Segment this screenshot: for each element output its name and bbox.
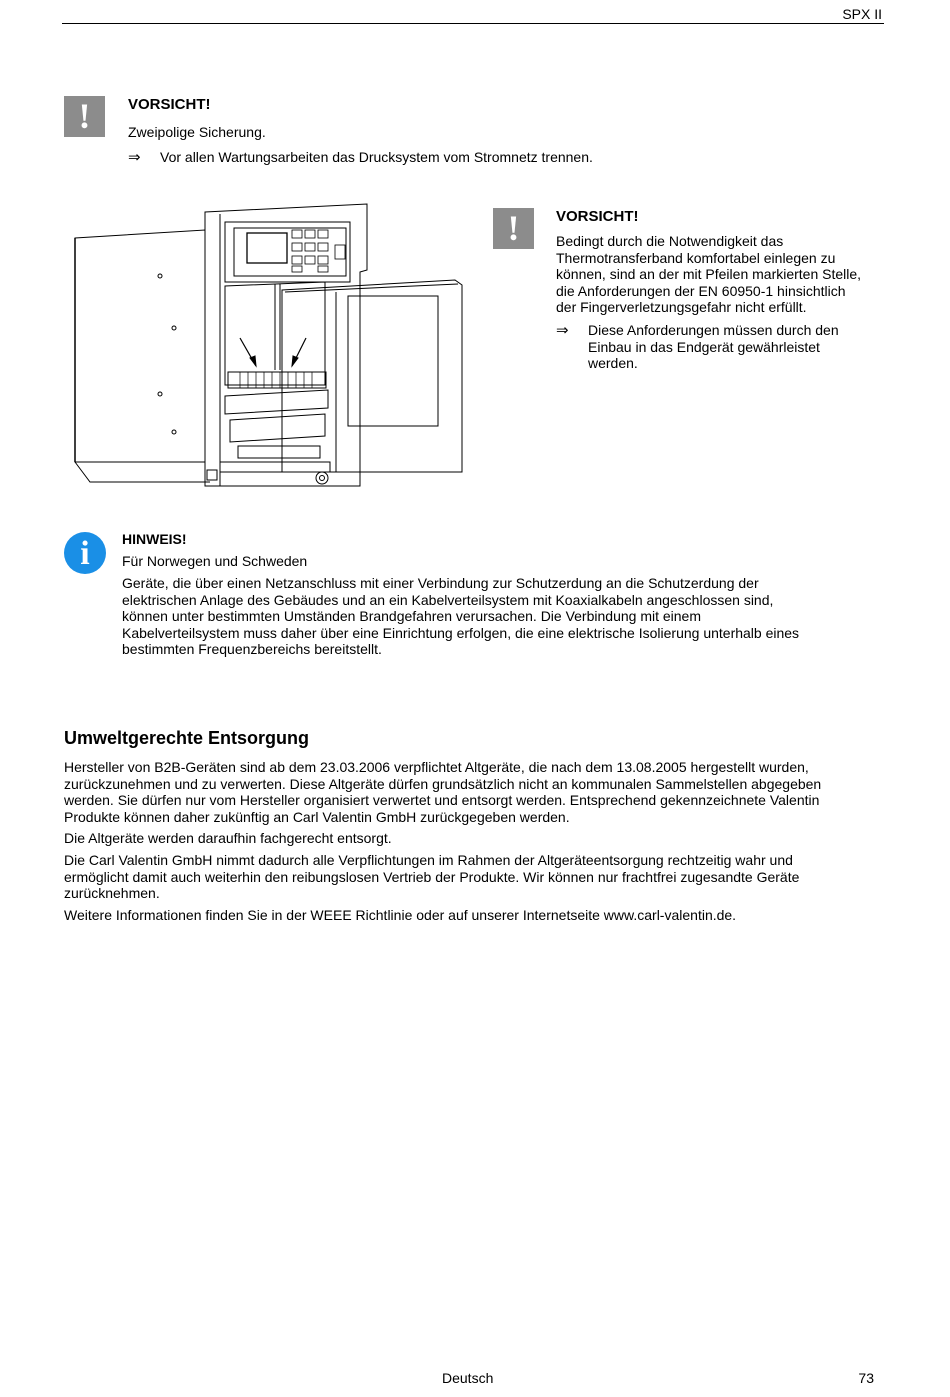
caution-action-line: Diese Anforderungen müssen durch den xyxy=(588,322,839,338)
caution-action: Vor allen Wartungsarbeiten das Drucksystem vom Stromnetz trennen. xyxy=(160,149,593,165)
header-title: SPX II xyxy=(842,6,882,22)
caution-title: VORSICHT! xyxy=(556,208,639,225)
note-text xyxy=(122,575,799,658)
header-rule xyxy=(62,23,884,24)
warning-icon: ! xyxy=(64,96,105,137)
caution-line: Thermotransferband komfortabel einlegen zu xyxy=(556,249,836,266)
paragraph-line: ermöglicht damit auch weiterhin den reibungslosen Vertrieb der Produkte. Wir können nur frachtfrei zugesandte Geräte xyxy=(64,868,800,885)
paragraph-line: zurücknehmen. xyxy=(64,885,160,902)
caution-title: VORSICHT! xyxy=(128,96,211,113)
page-number: 73 xyxy=(858,1370,874,1386)
caution-line: der Fingerverletzungsgefahr nicht erfüllt. xyxy=(556,299,807,316)
warning-icon: ! xyxy=(493,208,534,249)
paragraph-line: zurückzunehmen und zu verwerten. Diese Altgeräte dürfen grundsätzlich nicht an kommunalen Sammelstellen abgegeben xyxy=(64,775,822,792)
caution-action xyxy=(588,322,839,372)
section-title: Umweltgerechte Entsorgung xyxy=(64,728,310,748)
disposal-paragraph-4: Weitere Informationen finden Sie in der WEEE Richtlinie oder auf unserer Internetseite www.carl-valentin.de. xyxy=(64,907,737,923)
footer-language: Deutsch xyxy=(442,1370,494,1386)
note-line: elektrischen Anlage des Gebäudes und an ein Kabelverteilsystem mit Koaxialkabeln angeschlossen sind, xyxy=(122,591,774,608)
note-line: bestimmten Frequenzbereichs bereitstellt. xyxy=(122,641,382,658)
paragraph-line: Produkte können daher zukünftig an Carl Valentin GmbH zurückgegeben werden. xyxy=(64,808,570,825)
disposal-paragraph-1 xyxy=(64,759,821,825)
info-icon: i xyxy=(64,532,106,574)
caution-text: Zweipolige Sicherung. xyxy=(128,124,266,140)
disposal-paragraph-2: Die Altgeräte werden daraufhin fachgerecht entsorgt. xyxy=(64,830,392,846)
caution-line: Bedingt durch die Notwendigkeit das xyxy=(556,233,784,249)
note-line: Kabelverteilsystem muss daher über eine Einrichtung erfolgen, die eine elektrische Isolierung unterhalb eines xyxy=(122,624,800,641)
caution-line: können, sind an der mit Pfeilen markierten Stelle, xyxy=(556,266,862,283)
note-line: Geräte, die über einen Netzanschluss mit einer Verbindung zur Schutzerdung an die Schutzerdung der xyxy=(122,575,759,591)
arrow-icon: ⇒ xyxy=(556,322,569,339)
paragraph-line: Hersteller von B2B-Geräten sind ab dem 23.03.2006 verpflichtet Altgeräte, die nach dem 13.08.2005 hergestellt wurden, xyxy=(64,759,809,775)
disposal-paragraph-3 xyxy=(64,852,799,902)
paragraph-line: Die Carl Valentin GmbH nimmt dadurch alle Verpflichtungen im Rahmen der Altgeräteentsorgung rechtzeitig wahr und xyxy=(64,852,793,868)
note-line: können unter bestimmten Umständen Brandgefahren verursachen. Die Verbindung mit einem xyxy=(122,608,701,625)
printer-illustration xyxy=(70,200,470,500)
caution-action-line: Einbau in das Endgerät gewährleistet xyxy=(588,338,820,355)
note-title: HINWEIS! xyxy=(122,531,187,547)
caution-text xyxy=(556,233,861,316)
caution-action-line: werden. xyxy=(588,355,638,372)
note-subtitle: Für Norwegen und Schweden xyxy=(122,553,308,569)
paragraph-line: werden. Sie dürfen nur vom Hersteller organisiert verwertet und entsorgt werden. Entsprechend gekennzeichnete Valentin xyxy=(64,792,820,809)
arrow-icon: ⇒ xyxy=(128,149,141,166)
caution-line: die Anforderungen der EN 60950-1 hinsichtlich xyxy=(556,282,846,299)
